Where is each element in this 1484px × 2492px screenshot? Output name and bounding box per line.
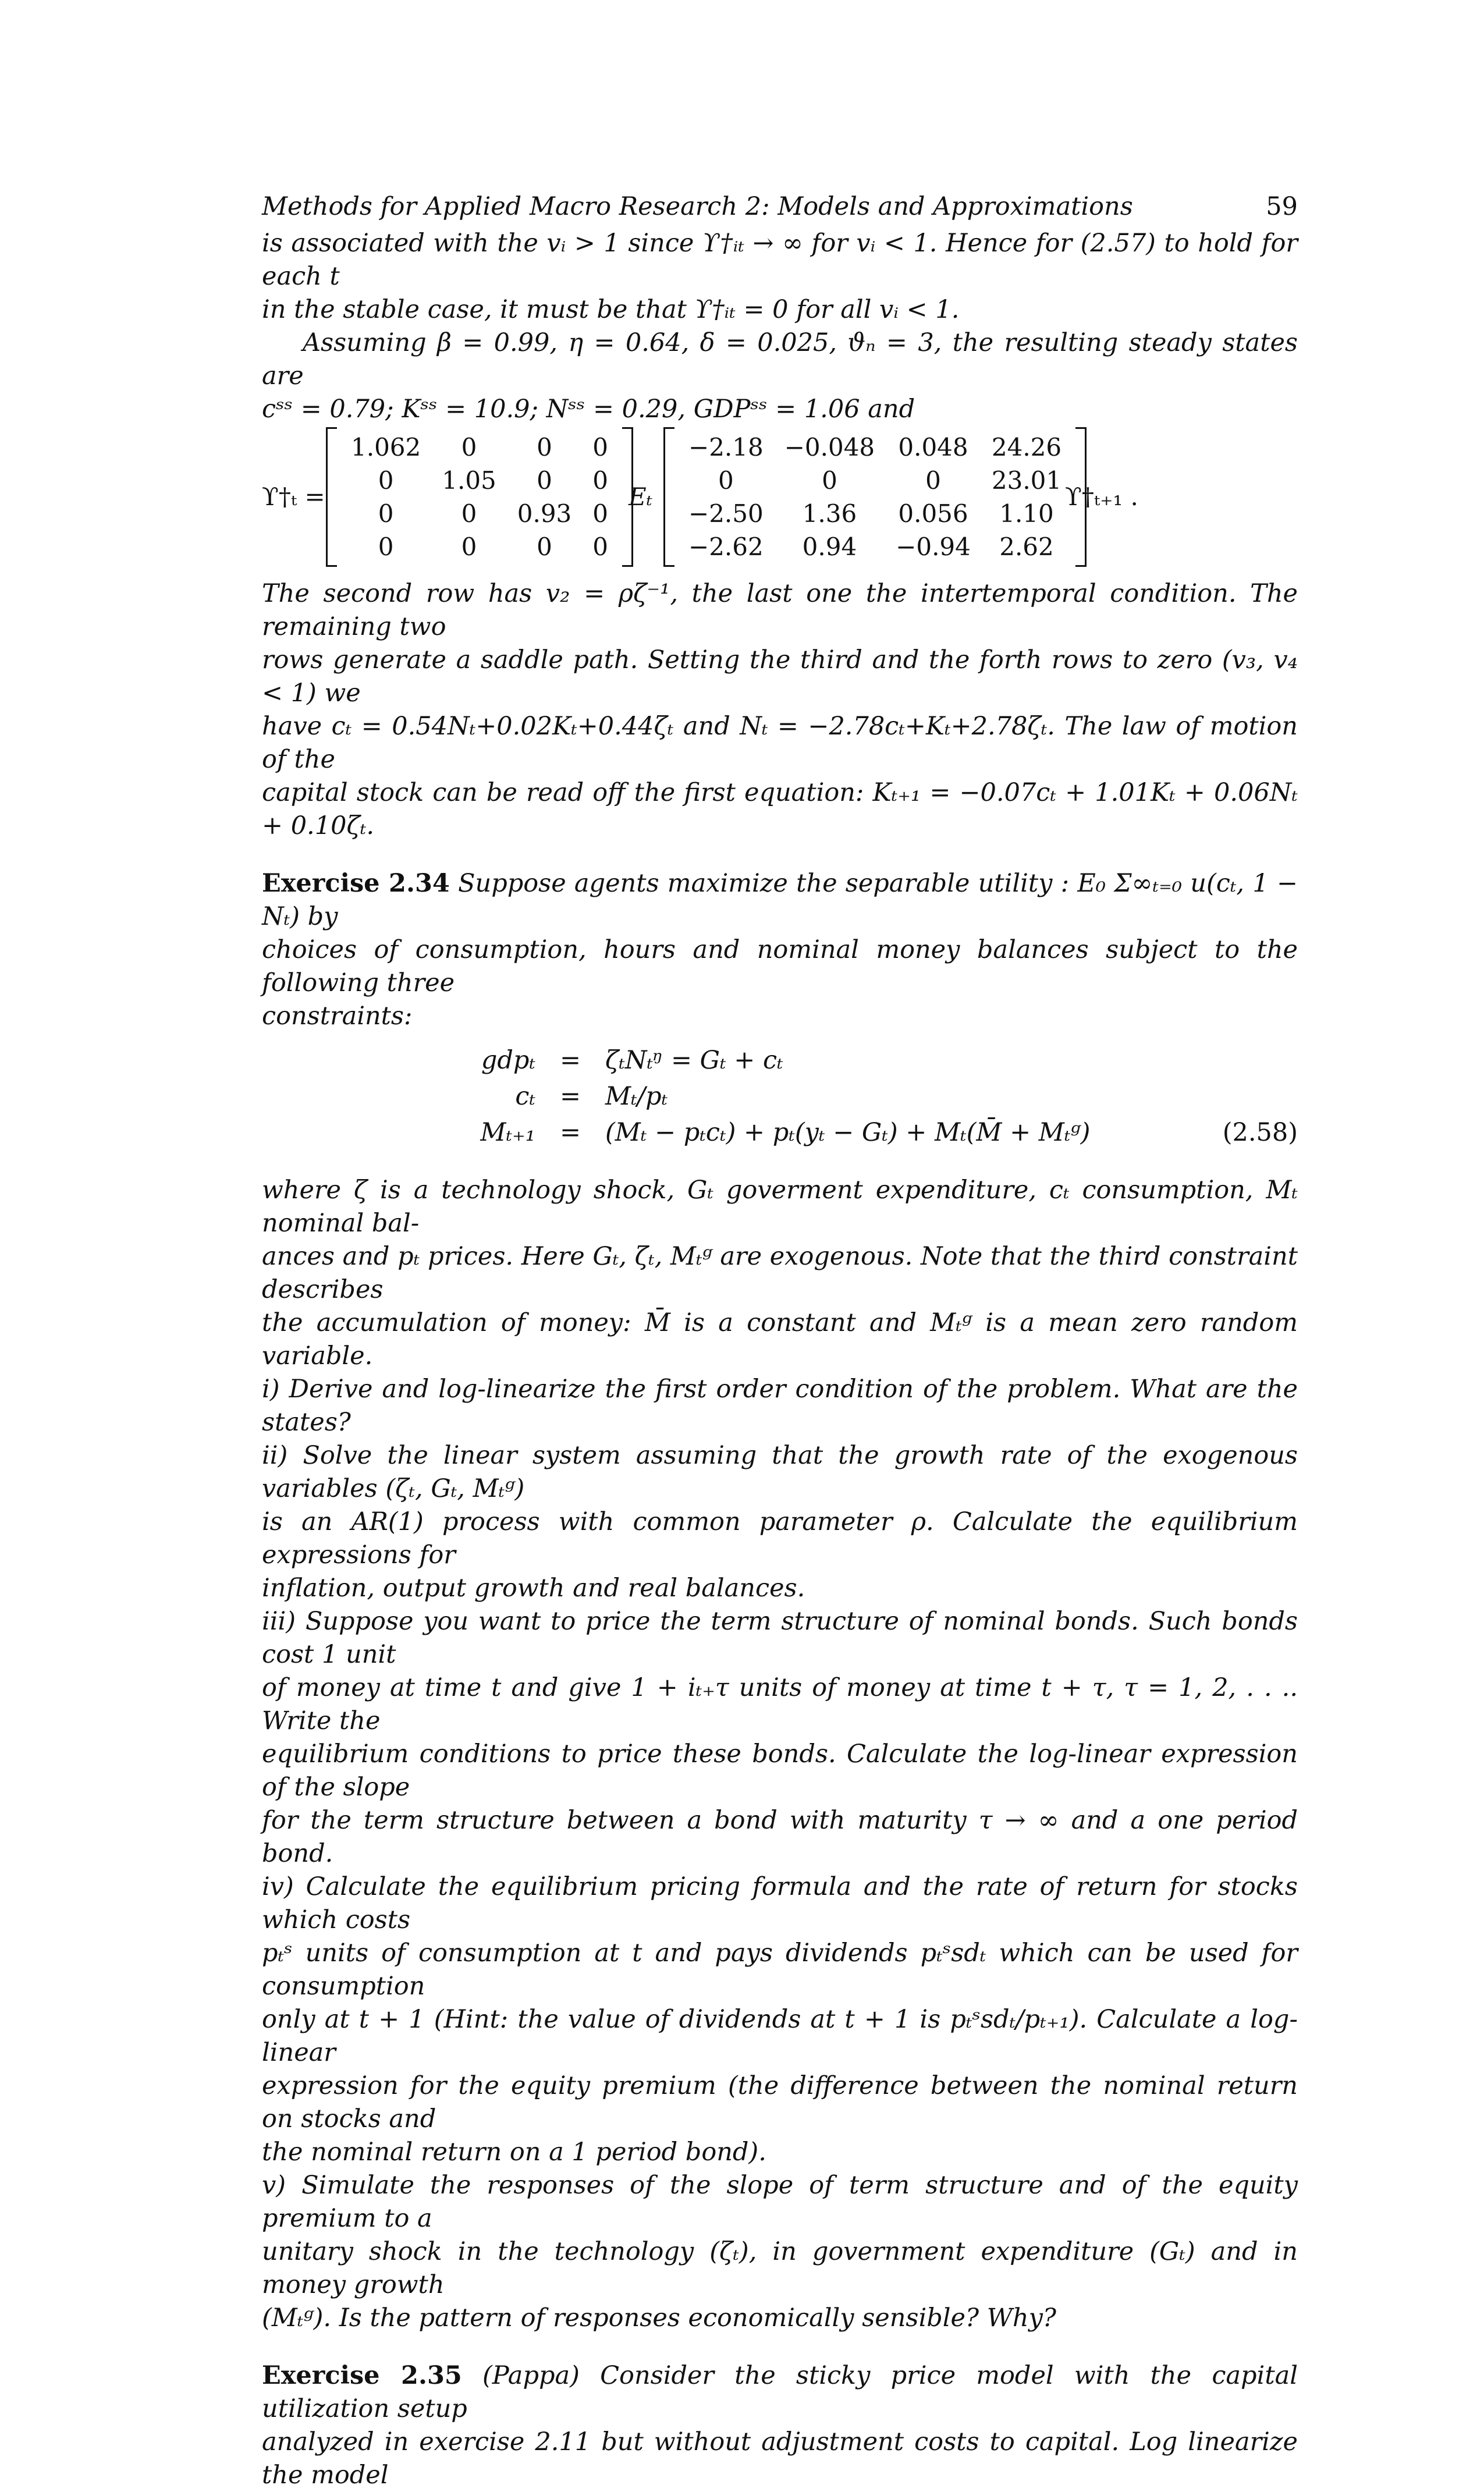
equation-row — [262, 1082, 1298, 1115]
text-line: iv) Calculate the equilibrium pricing formula and the rate of return for stocks which costs — [262, 1872, 1298, 1934]
matrix-cell: 0 — [925, 466, 941, 495]
text-line: the nominal return on a 1 period bond). — [262, 2138, 766, 2167]
text-line: only at t + 1 (Hint: the value of dividends at t + 1 is pₜˢsdₜ/pₜ₊₁). Calculate a log-linear — [262, 2005, 1298, 2067]
text-line: iii) Suppose you want to price the term structure of nominal bonds. Such bonds cost 1 unit — [262, 1607, 1298, 1669]
matrix-cell: 0 — [822, 466, 837, 495]
text-line: constraints: — [262, 1002, 413, 1031]
matrix-row — [678, 464, 1072, 497]
text-line: The second row has v₂ = ρζ⁻¹, the last one the intertemporal condition. The remaining two — [262, 579, 1298, 641]
matrix-cell: 2.62 — [999, 533, 1054, 561]
matrix-cell: 1.10 — [999, 499, 1054, 528]
text-line: where ζ is a technology shock, Gₜ goverment expenditure, cₜ consumption, Mₜ nominal bal- — [262, 1176, 1298, 1238]
equation-sign: = — [559, 1118, 581, 1147]
running-head-title: Methods for Applied Macro Research 2: Models and Approximations — [262, 192, 1133, 221]
text-line: i) Derive and log-linearize the first order condition of the problem. What are the states? — [262, 1375, 1298, 1437]
matrix-a — [326, 427, 633, 567]
exercise-2-34 — [262, 867, 1298, 2335]
matrix-row — [678, 431, 1072, 464]
matrix-cell: 0.94 — [802, 533, 857, 561]
text-line: is associated with the vᵢ > 1 since ϒ†ᵢₜ → ∞ for vᵢ < 1. Hence for (2.57) to hold for each t — [262, 229, 1298, 291]
equation-number: (2.58) — [1222, 1118, 1298, 1147]
paragraph-stable-case — [262, 227, 1298, 326]
text-line: in the stable case, it must be that ϒ†ᵢₜ = 0 for all vᵢ < 1. — [262, 295, 960, 324]
matrix-cell: 0 — [461, 533, 477, 561]
exercise-label: Exercise 2.34 — [262, 869, 450, 898]
matrix-cell: 0 — [592, 533, 609, 561]
equation-lhs: Mₜ₊₁ — [480, 1118, 535, 1147]
matrix-cell: 0 — [537, 433, 552, 462]
text-line: of money at time t and give 1 + iₜ₊τ units of money at time t + τ, τ = 1, 2, . . .. Write the — [262, 1673, 1298, 1735]
equation-rhs: ζₜNₜᵑ = Gₜ + cₜ — [605, 1046, 783, 1075]
text-line — [262, 2359, 1298, 2426]
matrix-row — [340, 497, 619, 530]
matrix-cell: −0.048 — [784, 433, 875, 462]
exercise-2-35 — [262, 2359, 1298, 2492]
text-line: for the term structure between a bond with maturity τ → ∞ and a one period bond. — [262, 1806, 1298, 1868]
matrix-row — [340, 464, 619, 497]
paragraph-steady-states — [262, 326, 1298, 426]
matrix-cell: 1.36 — [802, 499, 857, 528]
matrix-cell: 0 — [378, 466, 394, 495]
equation-sign: = — [559, 1082, 581, 1111]
matrix-cell: 0.056 — [898, 499, 968, 528]
matrix-cell: −2.50 — [688, 499, 764, 528]
equation-lhs: gdpₜ — [481, 1046, 535, 1075]
text-line: capital stock can be read off the first equation: Kₜ₊₁ = −0.07cₜ + 1.01Kₜ + 0.06Nₜ + 0.10ζₜ. — [262, 778, 1298, 840]
text-line: unitary shock in the technology (ζₜ), in government expenditure (Gₜ) and in money growth — [262, 2237, 1298, 2299]
text-line: Assuming β = 0.99, η = 0.64, δ = 0.025, ϑₙ = 3, the resulting steady states are — [262, 328, 1298, 391]
matrix-row — [340, 530, 619, 563]
matrix-b — [663, 427, 1087, 567]
matrix-row — [678, 530, 1072, 563]
matrix-cell: −2.62 — [688, 533, 764, 561]
text-line: v) Simulate the responses of the slope of term structure and of the equity premium to a — [262, 2171, 1298, 2233]
matrix-cell: 23.01 — [991, 466, 1062, 495]
equation-system-2-58 — [262, 1046, 1298, 1156]
matrix-cell: 24.26 — [991, 433, 1062, 462]
text-line: inflation, output growth and real balances. — [262, 1574, 805, 1603]
text-line: cˢˢ = 0.79; Kˢˢ = 10.9; Nˢˢ = 0.29, GDPˢˢ = 1.06 and — [262, 395, 915, 424]
text-line: is an AR(1) process with common parameter ρ. Calculate the equilibrium expressions for — [262, 1507, 1298, 1570]
text-line: the accumulation of money: M̄ is a constant and Mₜᵍ is a mean zero random variable. — [262, 1308, 1298, 1371]
text-line: ii) Solve the linear system assuming that the growth rate of the exogenous variables (ζₜ, Gₜ, Mₜᵍ) — [262, 1441, 1298, 1503]
matrix-cell: −0.94 — [896, 533, 971, 561]
matrix-equation-rhs: ϒ†ₜ₊₁ . — [1065, 482, 1138, 511]
equation-row — [262, 1118, 1298, 1151]
text-line: choices of consumption, hours and nominal money balances subject to the following three — [262, 935, 1298, 997]
text-line: (Mₜᵍ). Is the pattern of responses economically sensible? Why? — [262, 2303, 1056, 2333]
running-head — [262, 192, 1298, 227]
exercise-text: Suppose agents maximize the separable utility : E₀ Σ∞ₜ₌₀ u(cₜ, 1 − Nₜ) by — [262, 869, 1298, 931]
matrix-equation — [262, 427, 1298, 573]
matrix-cell: 0 — [592, 433, 609, 462]
equation-rhs: (Mₜ − pₜcₜ) + pₜ(yₜ − Gₜ) + Mₜ(M̄ + Mₜᵍ) — [605, 1118, 1091, 1147]
text-line: rows generate a saddle path. Setting the third and the forth rows to zero (v₃, v₄ < 1) we — [262, 645, 1298, 708]
text-line: expression for the equity premium (the difference between the nominal return on stocks and — [262, 2071, 1298, 2134]
equation-lhs: cₜ — [515, 1082, 535, 1111]
expectation-operator: Eₜ — [629, 482, 653, 511]
text-line: equilibrium conditions to price these bonds. Calculate the log-linear expression of the slope — [262, 1740, 1298, 1802]
matrix-cell: 0 — [378, 533, 394, 561]
matrix-cell: 0 — [537, 533, 552, 561]
exercise-label: Exercise 2.35 — [262, 2361, 462, 2390]
equation-row — [262, 1046, 1298, 1079]
matrix-cell: 0.048 — [898, 433, 968, 462]
matrix-equation-lhs: ϒ†ₜ = — [262, 482, 325, 511]
matrix-row — [678, 497, 1072, 530]
text-line: ances and pₜ prices. Here Gₜ, ζₜ, Mₜᵍ are exogenous. Note that the third constraint describes — [262, 1242, 1298, 1304]
exercise-text: (Pappa) Consider the sticky price model with the capital utilization setup — [262, 2361, 1298, 2423]
matrix-cell: 1.062 — [351, 433, 421, 462]
matrix-cell: 0 — [592, 466, 609, 495]
matrix-row — [340, 431, 619, 464]
matrix-cell: 0 — [461, 433, 477, 462]
paragraph-saddle-path — [262, 577, 1298, 843]
matrix-cell: 0 — [378, 499, 394, 528]
text-line: pₜˢ units of consumption at t and pays dividends pₜˢsdₜ which can be used for consumption — [262, 1939, 1298, 2001]
text-line: have cₜ = 0.54Nₜ+0.02Kₜ+0.44ζₜ and Nₜ = −2.78cₜ+Kₜ+2.78ζₜ. The law of motion of the — [262, 712, 1298, 774]
page — [262, 192, 1298, 2492]
matrix-cell: 0.93 — [517, 499, 572, 528]
matrix-cell: 0 — [592, 499, 609, 528]
matrix-cell: 0 — [537, 466, 552, 495]
matrix-cell: −2.18 — [688, 433, 764, 462]
text-line: analyzed in exercise 2.11 but without adjustment costs to capital. Log linearize the model — [262, 2427, 1298, 2490]
equation-rhs: Mₜ/pₜ — [605, 1082, 668, 1111]
matrix-cell: 0 — [718, 466, 734, 495]
equation-sign: = — [559, 1046, 581, 1075]
matrix-cell: 0 — [461, 499, 477, 528]
page-number: 59 — [1266, 192, 1298, 221]
text-line — [262, 867, 1298, 933]
matrix-cell: 1.05 — [442, 466, 496, 495]
